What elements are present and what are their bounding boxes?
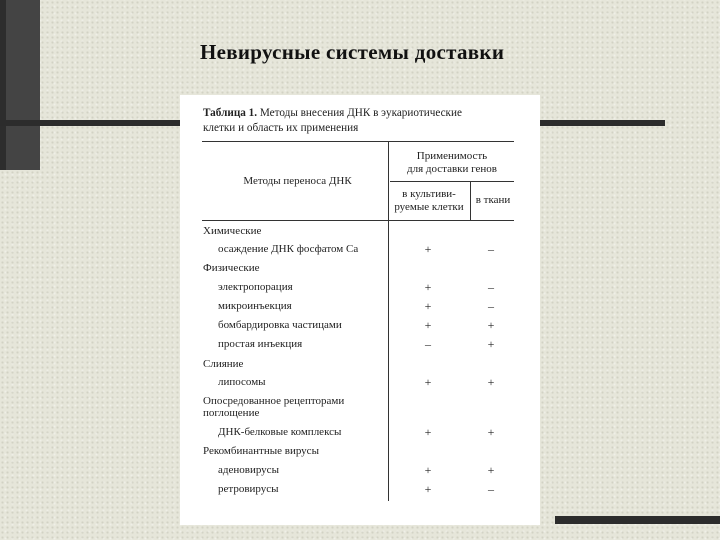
table-row-label: бомбардировка частицами (218, 319, 342, 331)
culture-cell: – (425, 337, 431, 351)
tissue-cell: + (487, 425, 495, 439)
culture-cell: + (424, 299, 432, 313)
caption-text-continued: клетки и область их применения (203, 122, 359, 134)
culture-cell: + (424, 375, 432, 389)
tissue-cell: – (488, 299, 494, 313)
header-applicability: Применимость (416, 150, 488, 162)
culture-cell: + (424, 482, 432, 496)
caption-text: Методы внесения ДНК в эукариотические (259, 107, 462, 119)
table-row-label: осаждение ДНК фосфатом Са (218, 243, 359, 255)
tissue-cell: – (488, 482, 494, 496)
applicability-subrule (390, 181, 514, 182)
header-culture-subtitle: руемые клетки (394, 201, 464, 213)
table-row-label: микроинъекция (218, 300, 292, 312)
table-row-label: Физические (203, 262, 260, 274)
table-row-label: электропорация (218, 281, 293, 293)
tissue-cell: + (487, 463, 495, 477)
header-tissue: в ткани (475, 194, 511, 206)
table-row-label: ретровирусы (218, 483, 279, 495)
header-methods: Методы переноса ДНК (243, 175, 352, 187)
header-applicability-subtitle: для доставки генов (407, 163, 497, 175)
tissue-cell: + (487, 375, 495, 389)
tissue-cell: + (487, 337, 495, 351)
table-row-label: аденовирусы (218, 464, 279, 476)
caption-label: Таблица 1. (203, 107, 258, 119)
decorative-side-panel (0, 0, 40, 170)
tissue-cell: + (487, 318, 495, 332)
culture-cell: + (424, 318, 432, 332)
slide-title: Невирусные системы доставки (200, 40, 505, 64)
table-row-label: Слияние (203, 358, 244, 370)
tissue-cell: – (488, 242, 494, 256)
table-caption (203, 106, 523, 136)
table-row-label: Рекомбинантные вирусы (203, 445, 319, 457)
culture-cell: + (424, 425, 432, 439)
table-row-label: липосомы (218, 376, 266, 388)
table-row-label: простая инъекция (218, 338, 303, 350)
decorative-bottom-rule (555, 516, 720, 524)
tissue-cell: – (488, 280, 494, 294)
table-header-rule (202, 220, 514, 221)
table-row-label: Химические (203, 225, 262, 237)
table-row-label: ДНК-белковые комплексы (218, 426, 342, 438)
table-top-rule (202, 141, 514, 142)
table-document (180, 95, 540, 525)
table-row-label: Опосредованное рецепторами (203, 395, 345, 407)
culture-cell: + (424, 242, 432, 256)
table-row-label: поглощение (203, 407, 260, 419)
culture-cell: + (424, 280, 432, 294)
header-culture: в культиви- (402, 188, 456, 200)
culture-cell: + (424, 463, 432, 477)
